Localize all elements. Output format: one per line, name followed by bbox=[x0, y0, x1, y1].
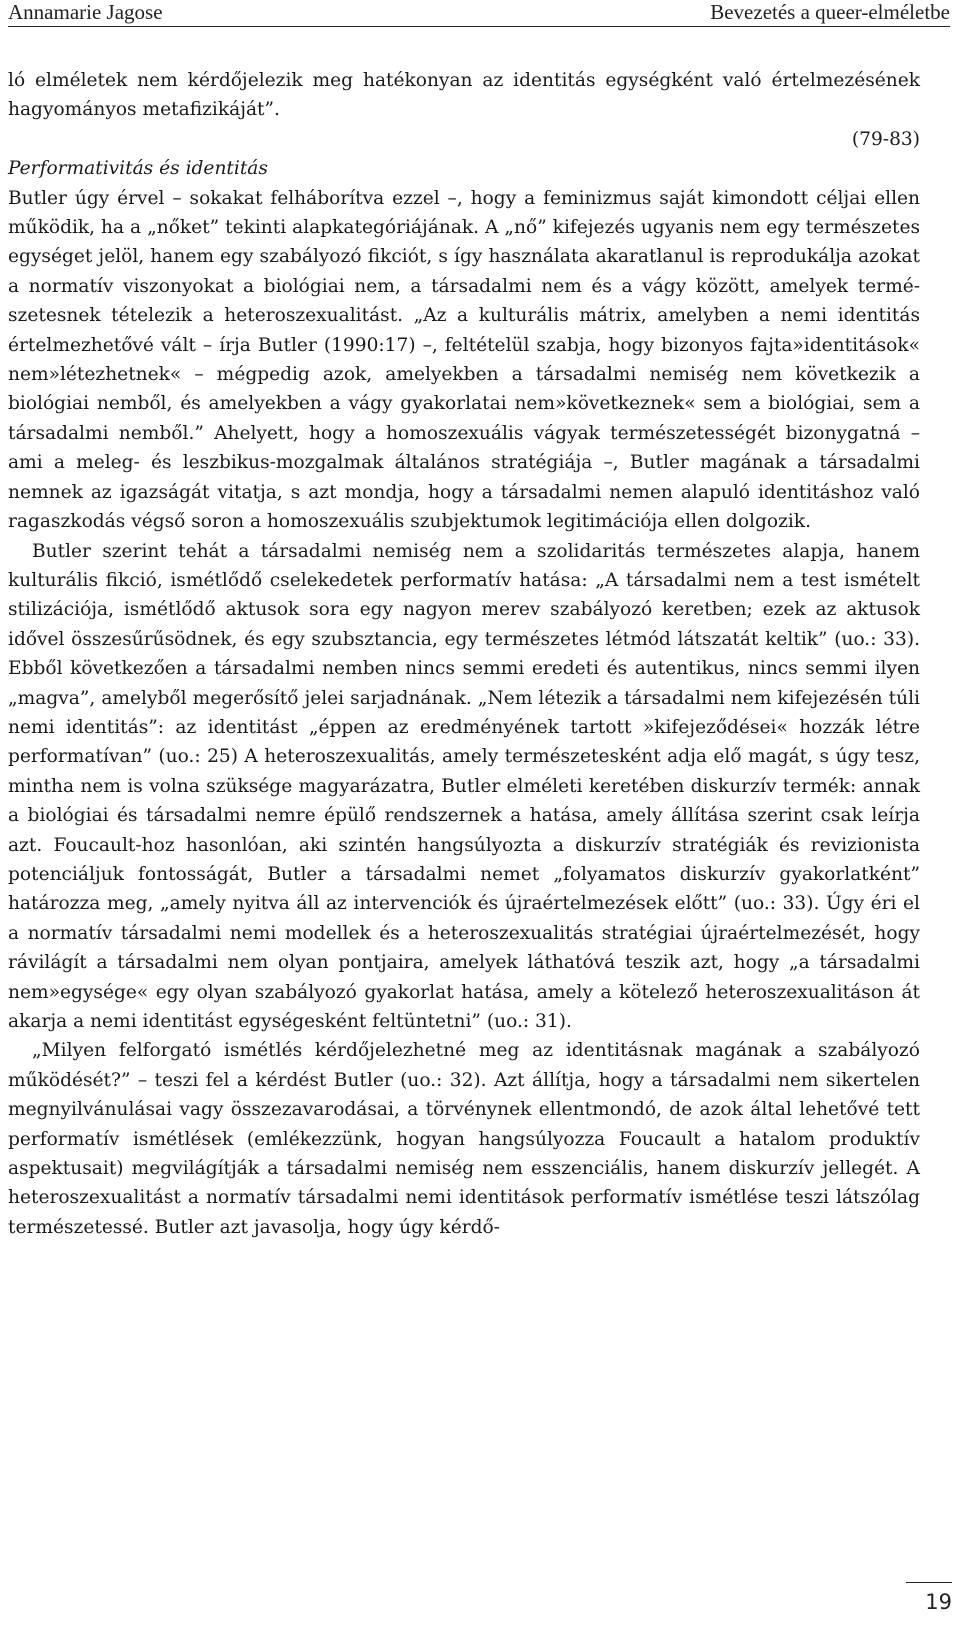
header-author: Annamarie Jagose bbox=[8, 0, 163, 24]
footer-rule bbox=[906, 1582, 952, 1583]
header-book-title: Bevezetés a queer-elméletbe bbox=[710, 0, 950, 24]
page-number: 19 bbox=[925, 1590, 952, 1614]
paragraph-3: „Milyen felforgató ismétlés kérdőjelezhetné meg az identitásnak magának a szabályozó működését?” – teszi fel a kérdést Butler (uo.: 32). Azt állítja, hogy a társadalmi nem sikertelen megnyilvánulásai vagy összezavarodásai, a törvénynek ellentmondó, de azok által lehetővé tett performatív ismétlések (emlékezzünk, hogyan hangsúlyozza Foucault a hatalom produktív aspektusait) megvilágítják a társadalmi nemiség nem esszenciális, hanem diskurzív jellegét. A heteroszexualitást a normatív társadalmi nemi identitások performatív ismétlése teszi látszólag természetessé. Butler azt javasolja, hogy úgy kérdő- bbox=[8, 1040, 920, 1238]
continued-paragraph: ló elméletek nem kérdőjelezik meg hatékonyan az identitás egységként való értelmezésének hagyományos metafizikáját”. bbox=[8, 70, 920, 121]
page-body bbox=[8, 66, 920, 1242]
running-header bbox=[8, 0, 950, 27]
section-heading: Performativitás és identitás bbox=[8, 158, 268, 180]
paragraph-2: Butler szerint tehát a társadalmi nemiség nem a szolidaritás természetes alapja, hanem kulturális fikció, ismétlődő cselekedetek performatív hatása: „A társadalmi nem a test ismételt stilizációja, ismétlődő aktusok sora egy nagyon merev szabályozó keretben; ezek az aktusok idővel összesűrűsödnek, és egy szubsztancia, egy természetes létmód látszatát keltik” (uo.: 33). Ebből következően a társadalmi nemben nincs semmi eredeti és autentikus, nincs semmi ilyen „magva”, amelyből megerősítő jelei sarjadnának. „Nem létezik a társadalmi nem kifejezésén túli nemi identitás”: az identitást „éppen az eredményének tartott »kifejeződései« hozzák létre performatívan” (uo.: 25) A heteroszexualitás, amely természetesként adja elő magát, s úgy tesz, mintha nem is volna szüksége magyarázatra, Butler elméleti keretében diskurzív termék: annak a biológiai és társadalmi nemre épülő rendszernek a hatása, amely állítása szerint csak leírja azt. Foucault-hoz hasonlóan, aki szintén hangsúlyozta a diskurzív stratégiák és revizionista potenciáljuk fontosságát, Butler a társadalmi nemet „folyamatos diskurzív gyakorlatként” határozza meg, „amely nyitva áll az intervenciók és újraértelmezések előtt” (uo.: 33). Úgy éri el a normatív társadalmi nemi modellek és a heteroszexualitás stratégiai újraértelmezését, hogy rávilágít a társadalmi nem olyan pontjaira, amelyek láthatóvá teszik azt, hogy „a társadalmi nem»egysége« egy olyan szabályozó gyakorlat hatása, amely a kötelező heteroszexualitáson át akarja a nemi identitást egységesként feltüntetni” (uo.: 31). bbox=[8, 540, 920, 1032]
page-footer bbox=[906, 1582, 952, 1615]
citation-reference: (79-83) bbox=[851, 128, 920, 150]
paragraph-1: Butler úgy érvel – sokakat felháborítva ezzel –, hogy a feminizmus saját kimondott céljai ellen működik, ha a „nőket” tekinti alapkategóriájának. A „nő” kifejezés ugyanis nem egy természetes egységet jelöl, hanem egy szabályozó fikciót, s így használata akaratlanul is reprodukálja azokat a normatív viszonyokat a biológiai nem, a társadalmi nem és a vágy között, amelyek természetesnek tételezik a heteroszexualitást. „Az a kulturális mátrix, amelyben a nemi identitás értelmezhetővé vált – írja Butler (1990:17) –, feltételül szabja, hogy bizonyos fajta»identitások« nem»létezhetnek« – mégpedig azok, amelyekben a társadalmi nemiség nem következik a biológiai nemből, és amelyekben a vágy gyakorlatai nem»következnek« sem a biológiai, sem a társadalmi nemből.” Ahelyett, hogy a homoszexuális vágyak természetességét bizonygatná – ami a meleg- és leszbikus-mozgalmak általános stratégiája –, Butler magának a társadalmi nemnek az igazságát vitatja, s azt mondja, hogy a társadalmi nemen alapuló identitáshoz való ragaszkodás végső soron a homoszexuális szubjektumok legitimációja ellen dolgozik. bbox=[8, 187, 920, 533]
